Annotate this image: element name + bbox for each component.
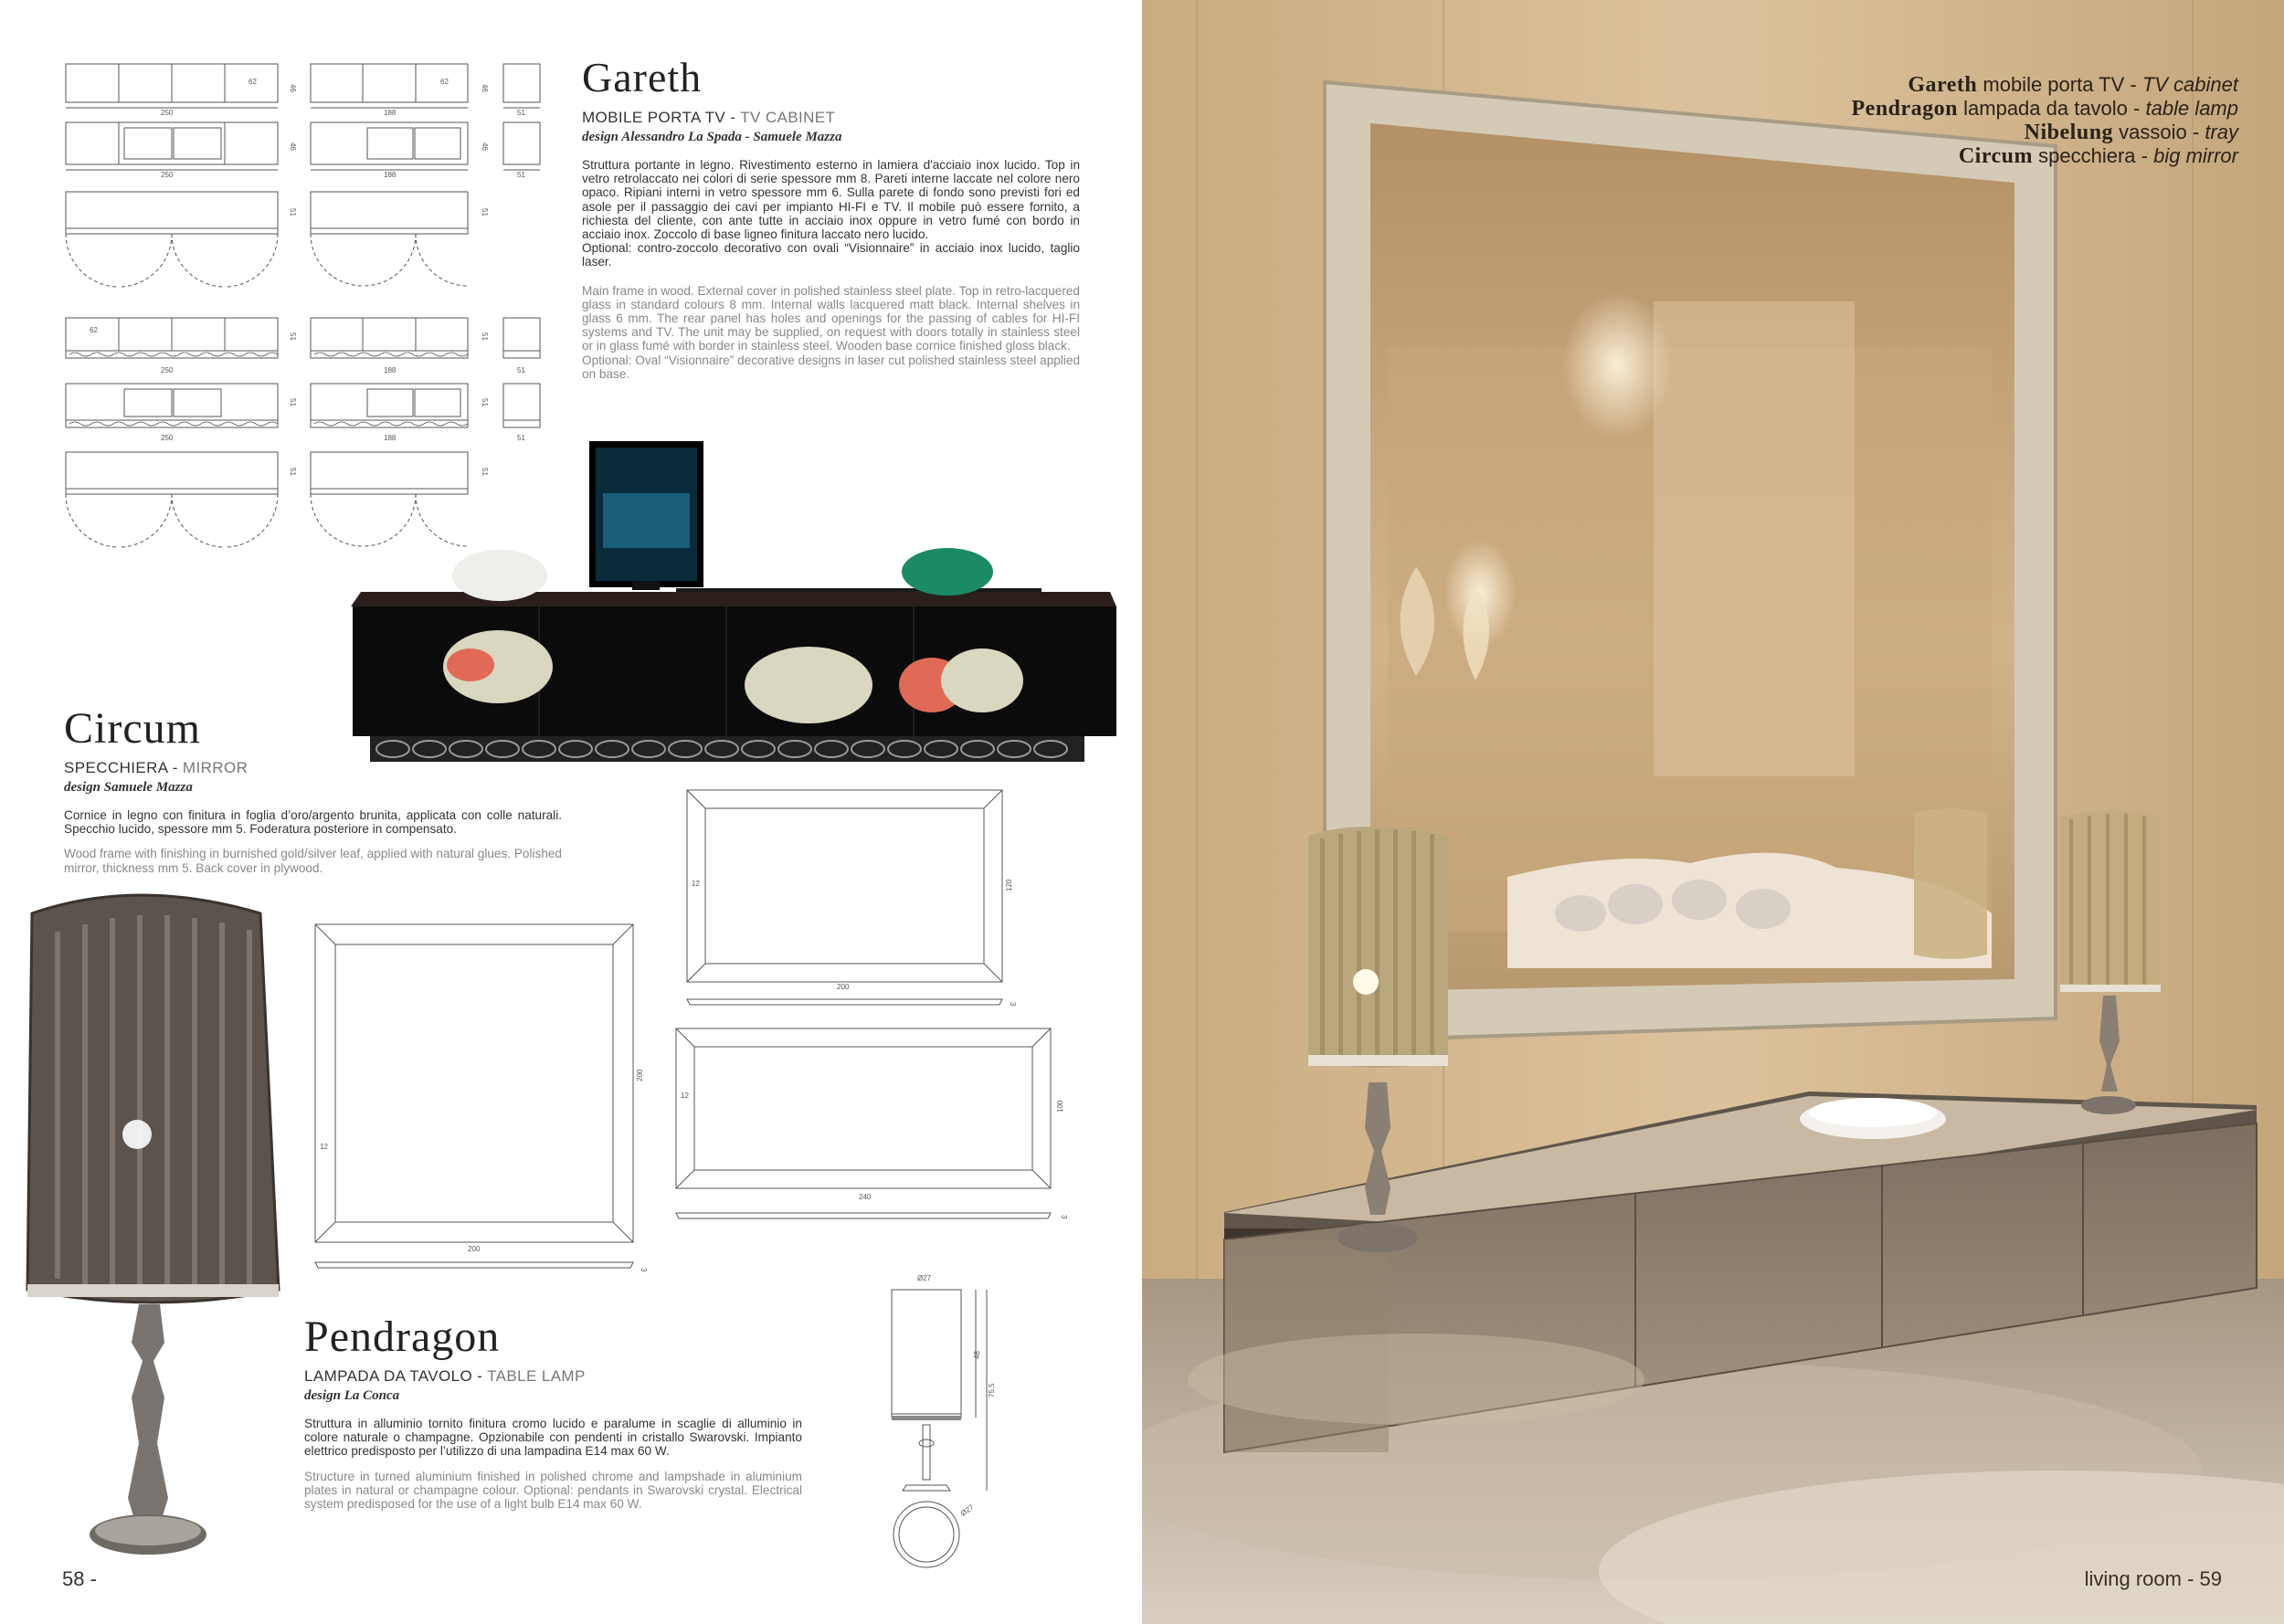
gareth-text-it-optional: Optional: contro-zoccolo decorativo con ovali “Visionnaire” in acciaio inox lucido, taglio laser. [582,241,1080,269]
pendragon-subtitle-it: LAMPADA DA TAVOLO [304,1367,473,1385]
dim-51-a: 51 [517,109,525,117]
caption-circum-en: big mirror [2153,144,2238,167]
dim-188-a: 188 [384,109,397,117]
dim-188-c: 188 [384,366,397,374]
dim-200-c: 200 [837,983,850,991]
caption-nibelung-name: Nibelung [2024,121,2114,144]
pendragon-subtitle-en: TABLE LAMP [487,1367,586,1385]
dim-51-k: 51 [289,468,297,476]
dim-120: 120 [1005,879,1013,891]
gareth-text-it [582,158,1080,269]
dim-46-b: 46 [481,84,489,92]
dim-250-a: 250 [161,109,174,117]
dim-200-b: 200 [636,1069,644,1081]
dim-51-j: 51 [481,398,489,406]
dim-188-b: 188 [384,171,397,179]
dim-46-c: 46 [289,142,297,151]
gareth-text-en [582,284,1080,381]
gareth-text-en-main: Main frame in wood. External cover in polished stainless steel plate. Top in retro-lacquered glass in standard colours 8 mm. Internal walls lacquered matt black. Internal shelves in glass 6 mm. The rear panel has holes and openings for the passing of cables for HI-FI systems and TV. The unit may be supplied, on request with doors totally in stainless steel or in glass fumé with border in stainless steel. Wooden base cornice finished gloss black. [582,283,1080,353]
product-captions [1852,73,2239,168]
gareth-section [582,53,1080,381]
caption-pendragon [1852,97,2239,121]
dim-51-i: 51 [289,398,297,406]
pendragon-title: Pendragon [304,1313,501,1361]
gareth-text-it-main: Struttura portante in legno. Rivestimento esterno in lamiera d'acciaio inox lucido. Top in vetro retrolaccato nei colori di serie spessore mm 8. Pareti interne laccate nel colore nero opaco. Ripiani interni in vetro spessore mm 6. Sulla parete di fondo sono previsti fori ed asole per il passaggio dei cavi per impianto HI-FI e TV. Il mobile può essere fornito, a richiesta del cliente, con ante tutte in acciaio inox oppure in vetro fumé con bordo in acciaio inox. Zoccolo di base ligneo finitura laccato nero lucido. [582,158,1080,242]
circum-text-en: Wood frame with finishing in burnished gold/silver leaf, applied with natural glues. Polished mirror, thickness mm 5. Back cover in plywood. [64,847,562,875]
dim-3-c: 3 [1060,1215,1068,1219]
dim-o27-a: Ø27 [917,1274,932,1282]
caption-circum-it: specchiera - [2033,144,2154,167]
dim-48: 48 [973,1351,981,1359]
caption-circum-name: Circum [1958,144,2034,168]
dim-75: 75,5 [988,1383,996,1397]
circum-title: Circum [64,704,201,753]
pendragon-text-it: Struttura in alluminio tornito finitura cromo lucido e paralume in scaglie di alluminio in colore naturale o champagne. Opzionabile con pendenti in cristallo Swarovski. Impianto elettrico predisposto per l’utilizzo di una lampadina E14 max 60 W. [304,1417,802,1459]
gareth-subtitle [582,109,1080,127]
dim-3-b: 3 [1009,1002,1017,1007]
dim-51-f: 51 [481,208,489,216]
circum-subtitle-it: SPECCHIERA [64,759,168,776]
dim-188-d: 188 [384,434,397,442]
gareth-designer: design Alessandro La Spada - Samuele Mazza [582,130,842,144]
caption-gareth-name: Gareth [1908,73,1978,97]
caption-pendragon-en: table lamp [2145,97,2238,120]
dim-51-h: 51 [481,332,489,341]
pendragon-lamp-photo [27,895,279,1555]
dim-12-b: 12 [692,880,700,888]
page-number-right: living room - 59 [2084,1567,2222,1590]
pendragon-text-en: Structure in turned aluminium finished in polished chrome and lampshade in aluminium plates in natural or champagne colour. Optional: pendants in Swarovski crystal. Electrical system predisposed for the use of a light bulb E14 max 60 W. [304,1469,802,1512]
dim-51-c: 51 [517,366,525,374]
dim-62-b: 62 [440,78,449,86]
gareth-text-en-optional: Optional: Oval “Visionnaire” decorative designs in laser cut polished stainless steel applied on base. [582,353,1080,381]
caption-gareth-it: mobile porta TV - [1977,73,2142,96]
circum-designer: design Samuele Mazza [64,780,193,795]
circum-subtitle [64,759,562,777]
caption-gareth [1852,73,2239,97]
gareth-subtitle-it: MOBILE PORTA TV [582,109,726,126]
dim-240: 240 [859,1193,872,1201]
pendragon-subtitle [304,1367,802,1386]
caption-pendragon-it: lampada da tavolo - [1958,97,2146,120]
right-page-photo [1142,0,2284,1624]
circum-text-it: Cornice in legno con finitura in foglia d’oro/argento brunita, applicata con colle naturali. Specchio lucido, spessore mm 5. Foderatura posteriore in compensato. [64,808,562,837]
caption-pendragon-name: Pendragon [1851,97,1959,121]
dim-o27-b: Ø27 [958,1503,976,1518]
dim-250-d: 250 [161,434,174,442]
pendragon-subtitle-sep: - [472,1367,488,1385]
living-room-photo [1142,0,2284,1624]
dim-51-g: 51 [289,332,297,341]
dim-51-l: 51 [481,468,489,476]
dim-250-b: 250 [161,171,174,179]
page-number-left: 58 - [62,1567,97,1590]
dim-46-d: 46 [481,142,489,151]
dim-46-a: 46 [289,84,297,92]
circum-subtitle-sep: - [167,759,183,776]
caption-nibelung [1852,121,2239,144]
dim-100: 100 [1056,1100,1064,1113]
dim-62-c: 62 [90,326,98,334]
dim-62-a: 62 [248,78,257,86]
dim-51-d: 51 [517,434,525,442]
dim-51-b: 51 [517,171,525,179]
pendragon-section [304,1312,802,1511]
gareth-title: Gareth [582,54,703,100]
dim-250-c: 250 [161,366,174,374]
caption-circum [1852,144,2239,168]
gareth-subtitle-en: TV CABINET [740,109,836,126]
circum-section [64,703,562,875]
dim-200-a: 200 [468,1245,481,1253]
pendragon-designer: design La Conca [304,1388,400,1403]
circum-subtitle-en: MIRROR [182,759,248,776]
dim-12-c: 12 [681,1091,689,1100]
caption-nibelung-en: tray [2205,121,2238,143]
dim-12-a: 12 [320,1143,328,1151]
caption-nibelung-it: vassoio - [2113,121,2205,143]
dim-51-e: 51 [289,208,297,216]
dim-3-a: 3 [640,1268,648,1272]
gareth-subtitle-sep: - [725,109,741,126]
caption-gareth-en: TV cabinet [2141,73,2238,96]
